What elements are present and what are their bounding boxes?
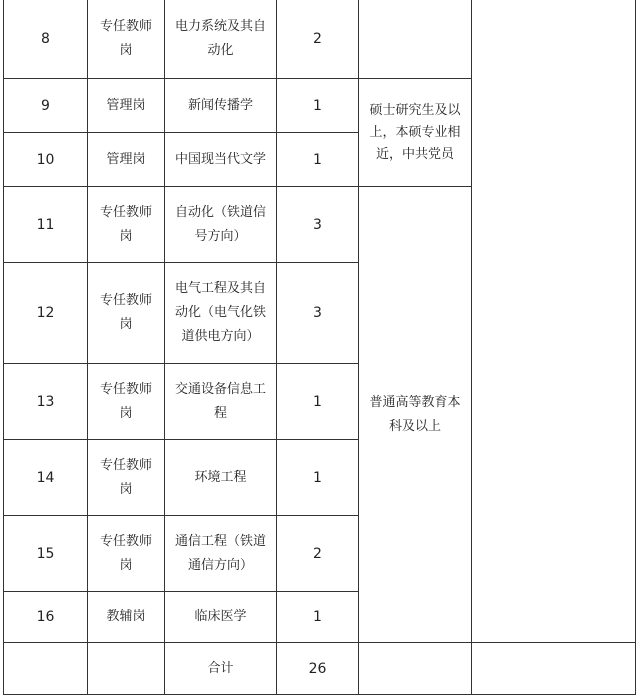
cell-major: 自动化（铁道信号方向） — [174, 204, 266, 244]
cell-position: 专任教师岗 — [99, 381, 152, 421]
cell-major: 交通设备信息工程 — [174, 381, 266, 421]
total-label: 合计 — [207, 660, 234, 676]
cell-number: 9 — [41, 97, 50, 114]
cell-requirement: 普通高等教育本科及以上 — [369, 394, 461, 434]
cell-position: 专任教师岗 — [99, 533, 152, 573]
grid-line — [3, 132, 359, 133]
grid-line — [3, 186, 359, 187]
cell-count: 1 — [313, 97, 322, 114]
cell-count: 1 — [313, 151, 322, 168]
grid-line — [3, 694, 636, 695]
cell-number: 8 — [41, 31, 50, 47]
cell-number: 13 — [36, 393, 55, 410]
cell-position: 专任教师岗 — [99, 204, 152, 244]
grid-line — [3, 439, 359, 440]
cell-number: 12 — [36, 305, 55, 321]
cell-number: 11 — [36, 216, 55, 233]
cell-count: 2 — [313, 545, 322, 562]
grid-line — [471, 0, 472, 695]
grid-line — [358, 78, 472, 79]
cell-count: 3 — [313, 216, 322, 233]
grid-line — [3, 363, 359, 364]
cell-number: 14 — [36, 469, 55, 486]
grid-line — [3, 515, 359, 516]
cell-requirement: 硕士研究生及以上，本硕专业相近，中共党员 — [369, 102, 461, 162]
cell-count: 1 — [313, 609, 322, 625]
grid-line — [635, 0, 636, 695]
cell-position: 专任教师岗 — [99, 293, 152, 332]
cell-major: 电力系统及其自动化 — [174, 19, 266, 58]
total-count: 26 — [308, 660, 327, 677]
cell-position: 教辅岗 — [106, 609, 146, 624]
cell-number: 10 — [36, 151, 55, 168]
cell-major: 新闻传播学 — [187, 97, 253, 113]
cell-count: 1 — [313, 393, 322, 410]
cell-position: 管理岗 — [106, 97, 146, 113]
cell-position: 管理岗 — [106, 151, 146, 167]
grid-line — [3, 591, 359, 592]
cell-number: 16 — [36, 609, 55, 625]
grid-line — [3, 262, 359, 263]
cell-position: 专任教师岗 — [99, 19, 152, 58]
cell-major: 临床医学 — [194, 609, 247, 624]
cell-count: 3 — [313, 305, 322, 321]
cell-major: 中国现当代文学 — [174, 151, 266, 167]
grid-line — [358, 186, 472, 187]
cell-number: 15 — [36, 545, 55, 562]
grid-line — [3, 78, 359, 79]
cell-position: 专任教师岗 — [99, 457, 152, 497]
cell-major: 环境工程 — [194, 469, 247, 485]
cell-major: 通信工程（铁道通信方向） — [174, 533, 266, 573]
cell-count: 2 — [313, 31, 322, 47]
grid-line — [3, 642, 636, 643]
cell-count: 1 — [313, 469, 322, 486]
cell-major: 电气工程及其自动化（电气化铁道供电方向） — [174, 281, 266, 344]
